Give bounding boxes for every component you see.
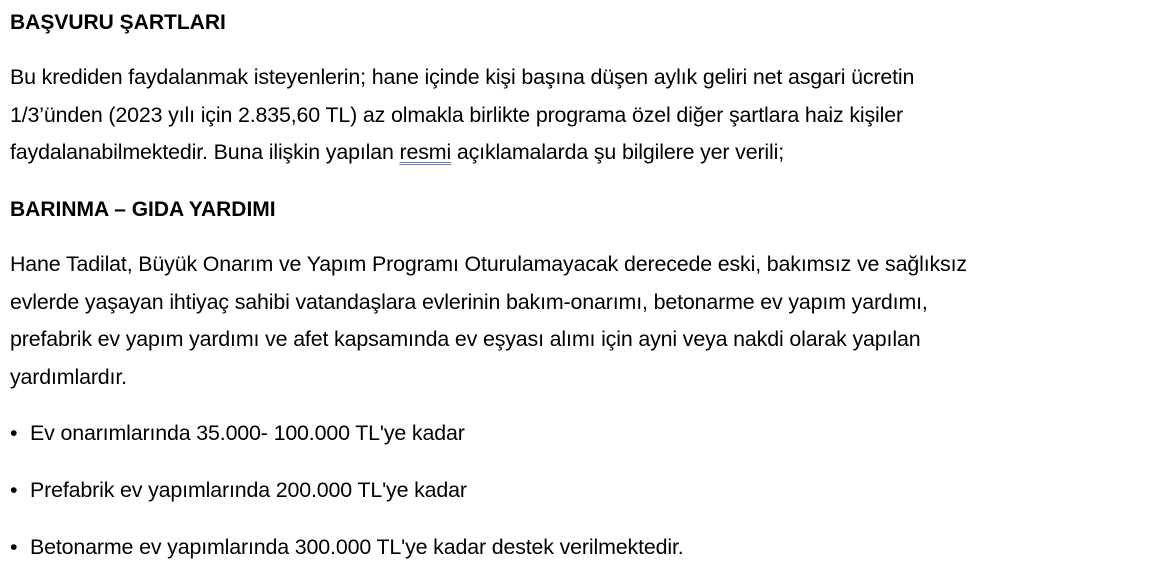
list-item-text: Prefabrik ev yapımlarında 200.000 TL'ye kadar — [30, 478, 467, 502]
paragraph-line: 1/3’ünden (2023 yılı için 2.835,60 TL) az olmakla birlikte programa özel diğer şartlara haiz kişiler — [10, 102, 903, 127]
bullet-icon: • — [10, 478, 18, 502]
paragraph-application-requirements — [10, 59, 914, 172]
proofing-marked-word[interactable]: resmi — [399, 140, 452, 164]
section-heading-shelter-food-aid: BARINMA – GIDA YARDIMI — [10, 198, 276, 221]
bullet-icon: • — [10, 421, 18, 445]
section-heading-application-requirements: BAŞVURU ŞARTLARI — [10, 11, 226, 34]
paragraph-line: Hane Tadilat, Büyük Onarım ve Yapım Programı Oturulamayacak derecede eski, bakımsız ve sağlıksız — [10, 252, 967, 276]
paragraph-line: evlerde yaşayan ihtiyaç sahibi vatandaşlara evlerinin bakım-onarımı, betonarme ev yapım yardımı, — [10, 289, 928, 314]
paragraph-line: prefabrik ev yapım yardımı ve afet kapsamında ev eşyası alımı için ayni veya nakdi olarak yapılan — [10, 327, 921, 351]
paragraph-text: açıklamalarda şu bilgilere yer verili; — [451, 140, 785, 164]
paragraph-line — [10, 134, 914, 172]
paragraph-text: faydalanabilmektedir. Buna ilişkin yapılan — [10, 140, 400, 164]
paragraph-line: yardımlardır. — [10, 364, 127, 389]
list-item-text: Ev onarımlarında 35.000- 100.000 TL'ye kadar — [30, 421, 465, 445]
list-item — [10, 418, 465, 448]
list-item — [10, 475, 467, 505]
paragraph-shelter-food-aid — [10, 246, 967, 396]
paragraph-line: Bu krediden faydalanmak isteyenlerin; hane içinde kişi başına düşen aylık geliri net asgari ücretin — [10, 65, 915, 89]
list-item-text: Betonarme ev yapımlarında 300.000 TL'ye kadar destek verilmektedir. — [30, 535, 684, 559]
list-item — [10, 532, 684, 562]
bullet-icon: • — [10, 535, 18, 559]
